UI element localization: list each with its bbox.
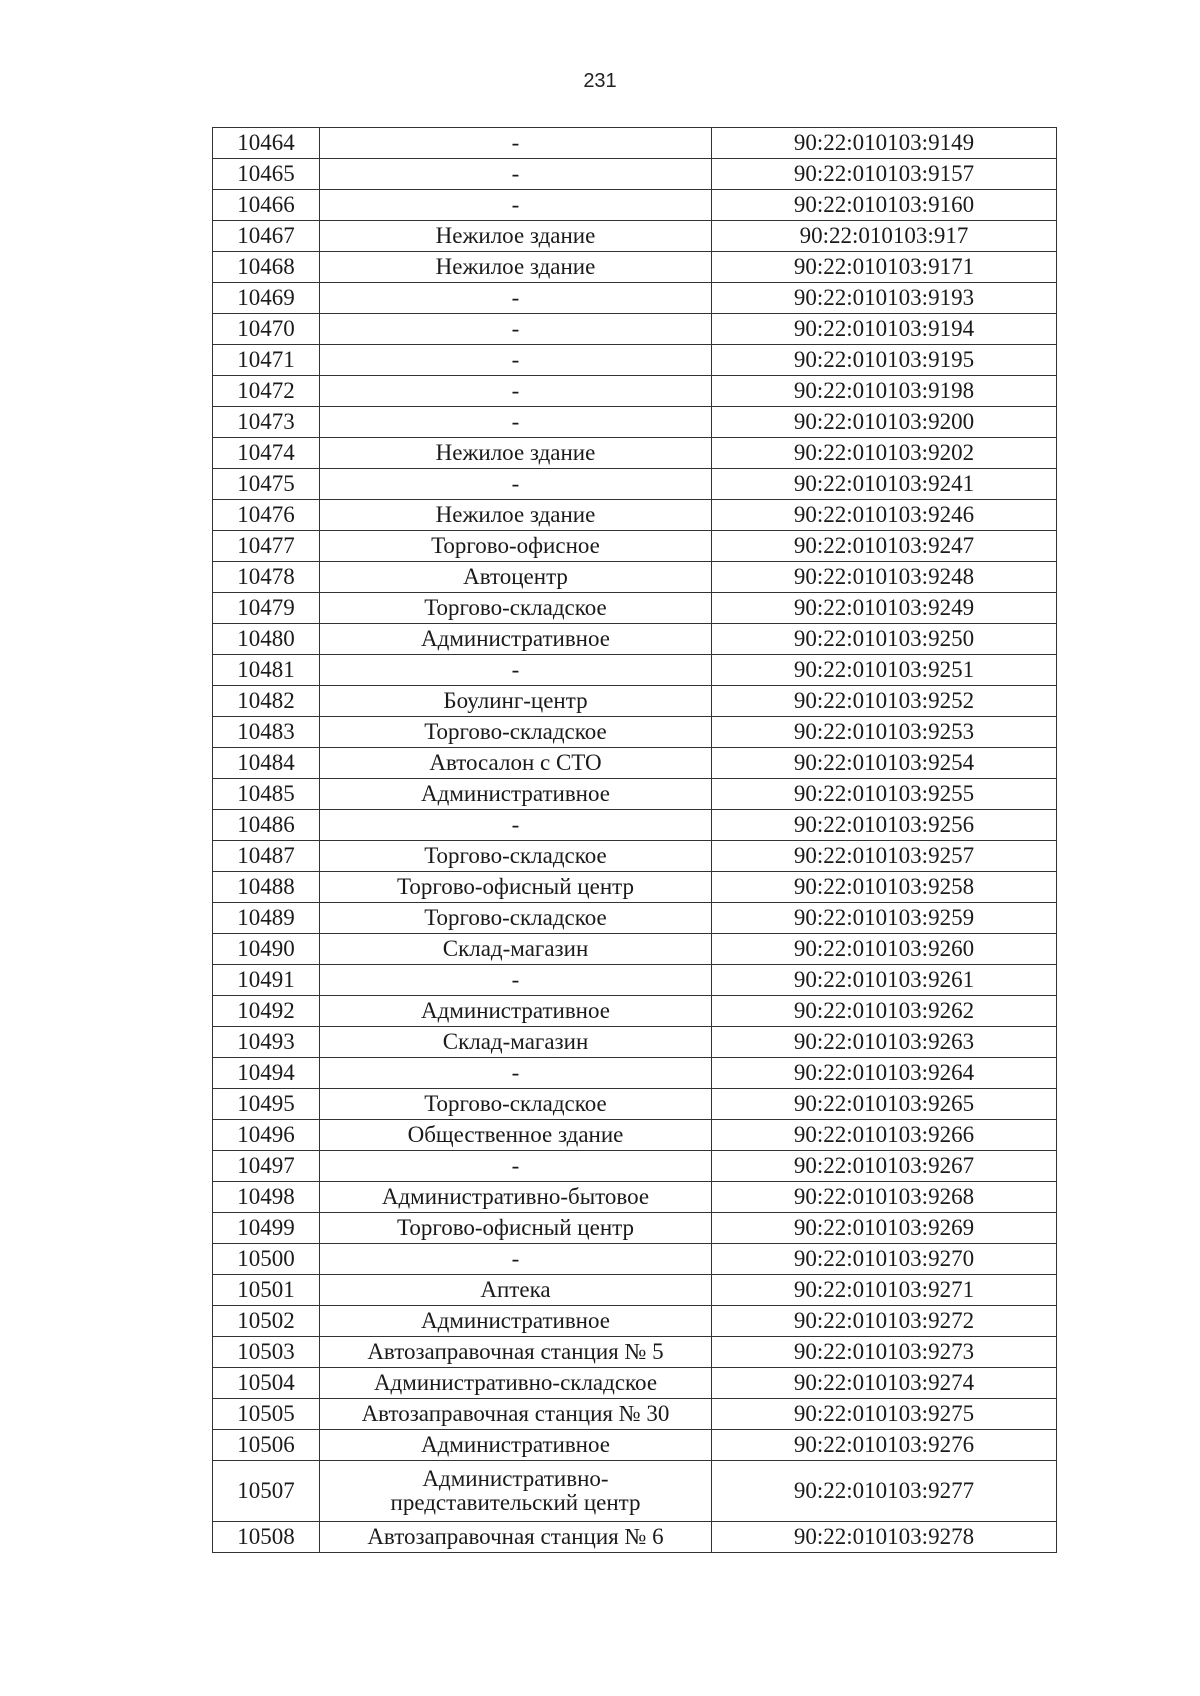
object-name-cell: - [320, 128, 712, 159]
cadastral-number-cell: 90:22:010103:9276 [712, 1430, 1057, 1461]
object-name-cell: - [320, 407, 712, 438]
table-row [213, 1213, 1057, 1244]
table-row [213, 438, 1057, 469]
table-row [213, 1151, 1057, 1182]
row-number-cell: 10473 [213, 407, 320, 438]
object-name-cell: Боулинг-центр [320, 686, 712, 717]
table-row [213, 748, 1057, 779]
object-name-cell: - [320, 810, 712, 841]
cadastral-number-cell: 90:22:010103:9274 [712, 1368, 1057, 1399]
row-number-cell: 10466 [213, 190, 320, 221]
object-name-cell: Торгово-складское [320, 593, 712, 624]
cadastral-number-cell: 90:22:010103:9256 [712, 810, 1057, 841]
cadastral-number-cell: 90:22:010103:9157 [712, 159, 1057, 190]
object-name-cell: Нежилое здание [320, 500, 712, 531]
row-number-cell: 10484 [213, 748, 320, 779]
object-name-cell: Автозаправочная станция № 6 [320, 1522, 712, 1553]
cadastral-number-cell: 90:22:010103:9249 [712, 593, 1057, 624]
cadastral-number-cell: 90:22:010103:9257 [712, 841, 1057, 872]
table-row [213, 159, 1057, 190]
row-number-cell: 10489 [213, 903, 320, 934]
table-row [213, 934, 1057, 965]
table-row [213, 810, 1057, 841]
object-name-cell: - [320, 314, 712, 345]
object-name-cell: Торгово-складское [320, 717, 712, 748]
cadastral-number-cell: 90:22:010103:9268 [712, 1182, 1057, 1213]
row-number-cell: 10477 [213, 531, 320, 562]
cadastral-number-cell: 90:22:010103:9272 [712, 1306, 1057, 1337]
row-number-cell: 10508 [213, 1522, 320, 1553]
table-row [213, 1275, 1057, 1306]
table-row [213, 562, 1057, 593]
object-name-cell: - [320, 1058, 712, 1089]
object-name-cell: - [320, 1151, 712, 1182]
row-number-cell: 10496 [213, 1120, 320, 1151]
object-name-cell [320, 1461, 712, 1522]
table-row [213, 1368, 1057, 1399]
object-name-cell: Административное [320, 996, 712, 1027]
table-row [213, 593, 1057, 624]
table-row [213, 1461, 1057, 1522]
row-number-cell: 10479 [213, 593, 320, 624]
row-number-cell: 10474 [213, 438, 320, 469]
registry-table [212, 127, 1057, 1553]
row-number-cell: 10502 [213, 1306, 320, 1337]
table-row [213, 1306, 1057, 1337]
object-name-cell: Нежилое здание [320, 221, 712, 252]
cadastral-number-cell: 90:22:010103:9251 [712, 655, 1057, 686]
cadastral-number-cell: 90:22:010103:9263 [712, 1027, 1057, 1058]
table-row [213, 1089, 1057, 1120]
row-number-cell: 10488 [213, 872, 320, 903]
table-row [213, 500, 1057, 531]
cadastral-number-cell: 90:22:010103:9195 [712, 345, 1057, 376]
row-number-cell: 10480 [213, 624, 320, 655]
cadastral-number-cell: 90:22:010103:9264 [712, 1058, 1057, 1089]
table-row [213, 655, 1057, 686]
object-name-cell: Автосалон с СТО [320, 748, 712, 779]
row-number-cell: 10475 [213, 469, 320, 500]
cadastral-number-cell: 90:22:010103:9270 [712, 1244, 1057, 1275]
table-row [213, 1027, 1057, 1058]
object-name-line: Административно- [422, 1465, 609, 1491]
row-number-cell: 10469 [213, 283, 320, 314]
cadastral-number-cell: 90:22:010103:9202 [712, 438, 1057, 469]
object-name-cell: Аптека [320, 1275, 712, 1306]
table-row [213, 841, 1057, 872]
table-body [213, 128, 1057, 1553]
object-name-cell: Административное [320, 1306, 712, 1337]
object-name-cell: - [320, 190, 712, 221]
object-name-cell: - [320, 965, 712, 996]
row-number-cell: 10472 [213, 376, 320, 407]
row-number-cell: 10485 [213, 779, 320, 810]
object-name-cell: Нежилое здание [320, 438, 712, 469]
row-number-cell: 10464 [213, 128, 320, 159]
row-number-cell: 10478 [213, 562, 320, 593]
table-row [213, 903, 1057, 934]
row-number-cell: 10481 [213, 655, 320, 686]
object-name-line: представительский центр [390, 1490, 641, 1515]
row-number-cell: 10491 [213, 965, 320, 996]
object-name-cell: Нежилое здание [320, 252, 712, 283]
cadastral-number-cell: 90:22:010103:9259 [712, 903, 1057, 934]
object-name-cell: - [320, 469, 712, 500]
table-row [213, 314, 1057, 345]
table-row [213, 779, 1057, 810]
cadastral-number-cell: 90:22:010103:9149 [712, 128, 1057, 159]
cadastral-number-cell: 90:22:010103:9198 [712, 376, 1057, 407]
row-number-cell: 10495 [213, 1089, 320, 1120]
object-name-cell: Автозаправочная станция № 30 [320, 1399, 712, 1430]
cadastral-number-cell: 90:22:010103:9254 [712, 748, 1057, 779]
table-row [213, 469, 1057, 500]
cadastral-number-cell: 90:22:010103:9273 [712, 1337, 1057, 1368]
cadastral-number-cell: 90:22:010103:9193 [712, 283, 1057, 314]
row-number-cell: 10505 [213, 1399, 320, 1430]
row-number-cell: 10499 [213, 1213, 320, 1244]
row-number-cell: 10507 [213, 1461, 320, 1522]
row-number-cell: 10476 [213, 500, 320, 531]
row-number-cell: 10501 [213, 1275, 320, 1306]
object-name-cell: Склад-магазин [320, 934, 712, 965]
cadastral-number-cell: 90:22:010103:917 [712, 221, 1057, 252]
cadastral-number-cell: 90:22:010103:9160 [712, 190, 1057, 221]
table-row [213, 1182, 1057, 1213]
object-name-cell: - [320, 655, 712, 686]
page-number: 231 [583, 70, 617, 92]
object-name-cell: Административное [320, 1430, 712, 1461]
object-name-cell: Торгово-складское [320, 841, 712, 872]
cadastral-number-cell: 90:22:010103:9200 [712, 407, 1057, 438]
row-number-cell: 10503 [213, 1337, 320, 1368]
table-row [213, 686, 1057, 717]
row-number-cell: 10468 [213, 252, 320, 283]
cadastral-number-cell: 90:22:010103:9260 [712, 934, 1057, 965]
table-row [213, 407, 1057, 438]
row-number-cell: 10483 [213, 717, 320, 748]
object-name-cell: Административно-бытовое [320, 1182, 712, 1213]
row-number-cell: 10467 [213, 221, 320, 252]
table-row [213, 1430, 1057, 1461]
cadastral-number-cell: 90:22:010103:9171 [712, 252, 1057, 283]
cadastral-number-cell: 90:22:010103:9275 [712, 1399, 1057, 1430]
cadastral-number-cell: 90:22:010103:9250 [712, 624, 1057, 655]
object-name-cell: Административно-складское [320, 1368, 712, 1399]
row-number-cell: 10506 [213, 1430, 320, 1461]
table-row [213, 1337, 1057, 1368]
table-row [213, 1244, 1057, 1275]
table-row [213, 996, 1057, 1027]
cadastral-number-cell: 90:22:010103:9266 [712, 1120, 1057, 1151]
object-name-cell: Автоцентр [320, 562, 712, 593]
table-row [213, 531, 1057, 562]
row-number-cell: 10493 [213, 1027, 320, 1058]
cadastral-number-cell: 90:22:010103:9258 [712, 872, 1057, 903]
cadastral-number-cell: 90:22:010103:9261 [712, 965, 1057, 996]
table-row [213, 345, 1057, 376]
table-row [213, 376, 1057, 407]
object-name-cell: - [320, 283, 712, 314]
cadastral-number-cell: 90:22:010103:9271 [712, 1275, 1057, 1306]
object-name-cell: - [320, 1244, 712, 1275]
table-row [213, 221, 1057, 252]
object-name-cell: - [320, 159, 712, 190]
cadastral-number-cell: 90:22:010103:9277 [712, 1461, 1057, 1522]
cadastral-number-cell: 90:22:010103:9253 [712, 717, 1057, 748]
table-row [213, 283, 1057, 314]
cadastral-number-cell: 90:22:010103:9267 [712, 1151, 1057, 1182]
table-row [213, 717, 1057, 748]
row-number-cell: 10504 [213, 1368, 320, 1399]
row-number-cell: 10465 [213, 159, 320, 190]
table-row [213, 1522, 1057, 1553]
table-row [213, 965, 1057, 996]
object-name-cell: Склад-магазин [320, 1027, 712, 1058]
cadastral-number-cell: 90:22:010103:9252 [712, 686, 1057, 717]
row-number-cell: 10492 [213, 996, 320, 1027]
object-name-cell: Торгово-офисный центр [320, 1213, 712, 1244]
object-name-cell: - [320, 345, 712, 376]
cadastral-number-cell: 90:22:010103:9265 [712, 1089, 1057, 1120]
object-name-cell: Административное [320, 779, 712, 810]
row-number-cell: 10482 [213, 686, 320, 717]
object-name-cell: Административное [320, 624, 712, 655]
cadastral-number-cell: 90:22:010103:9248 [712, 562, 1057, 593]
cadastral-number-cell: 90:22:010103:9262 [712, 996, 1057, 1027]
cadastral-number-cell: 90:22:010103:9269 [712, 1213, 1057, 1244]
table-row [213, 190, 1057, 221]
cadastral-number-cell: 90:22:010103:9247 [712, 531, 1057, 562]
object-name-cell: Торгово-офисное [320, 531, 712, 562]
row-number-cell: 10486 [213, 810, 320, 841]
cadastral-number-cell: 90:22:010103:9255 [712, 779, 1057, 810]
cadastral-number-cell: 90:22:010103:9278 [712, 1522, 1057, 1553]
row-number-cell: 10497 [213, 1151, 320, 1182]
object-name-cell: Торгово-складское [320, 1089, 712, 1120]
row-number-cell: 10471 [213, 345, 320, 376]
table-row [213, 252, 1057, 283]
object-name-cell: - [320, 376, 712, 407]
row-number-cell: 10500 [213, 1244, 320, 1275]
object-name-cell: Автозаправочная станция № 5 [320, 1337, 712, 1368]
table-row [213, 1399, 1057, 1430]
table-row [213, 872, 1057, 903]
object-name-cell: Общественное здание [320, 1120, 712, 1151]
row-number-cell: 10470 [213, 314, 320, 345]
cadastral-number-cell: 90:22:010103:9241 [712, 469, 1057, 500]
table-row [213, 1058, 1057, 1089]
table-row [213, 624, 1057, 655]
cadastral-number-cell: 90:22:010103:9246 [712, 500, 1057, 531]
table-row [213, 128, 1057, 159]
row-number-cell: 10487 [213, 841, 320, 872]
object-name-cell: Торгово-складское [320, 903, 712, 934]
table-row [213, 1120, 1057, 1151]
row-number-cell: 10490 [213, 934, 320, 965]
cadastral-number-cell: 90:22:010103:9194 [712, 314, 1057, 345]
object-name-cell: Торгово-офисный центр [320, 872, 712, 903]
row-number-cell: 10498 [213, 1182, 320, 1213]
row-number-cell: 10494 [213, 1058, 320, 1089]
